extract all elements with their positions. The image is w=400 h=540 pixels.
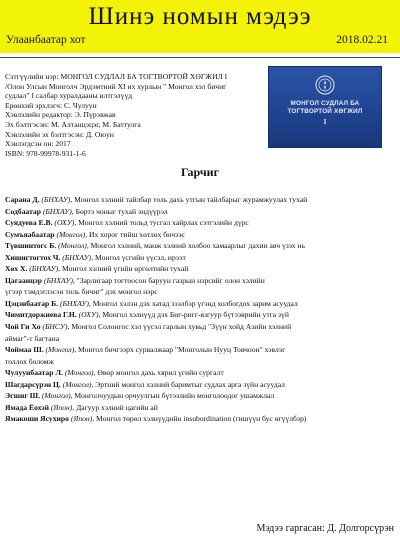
table-of-contents	[5, 194, 397, 425]
toc-author: Сарана Д.	[5, 195, 40, 204]
toc-origin: (БНХАУ)	[59, 298, 89, 308]
toc-entry	[5, 321, 397, 333]
toc-entry	[5, 286, 397, 298]
header-divider	[0, 57, 400, 58]
toc-title: , Монгол хэлэн дэх хатад зээлбэр үгэнд холбогдох зарим асуудал	[88, 298, 298, 308]
toc-entry	[5, 356, 397, 368]
toc-entry	[5, 275, 397, 287]
toc-author: Эгшиг Ш.	[5, 391, 40, 401]
toc-origin: (ОХУ)	[54, 218, 75, 228]
meta-line: Хэвлэгдсэн он: 2017	[5, 139, 71, 149]
toc-entry	[5, 379, 397, 391]
toc-entry	[5, 390, 397, 402]
toc-title: , Монгол хэлний үгийн өргөлтийн тухай	[58, 264, 189, 274]
footer-credit: Мэдээ гаргасан: Д. Долгорсүрэн	[256, 523, 394, 534]
toc-author: Чоймаа Ш.	[5, 345, 44, 355]
toc-author: Цагаанцэр	[5, 275, 43, 285]
toc-entry	[5, 333, 397, 345]
toc-title: , Монгол бичгээрх сурвалжаар "Монголын Нууц Товчоон" хэвлэг	[74, 345, 286, 355]
cover-title	[268, 100, 382, 115]
toc-author: Цэцэнбаатар Б.	[5, 298, 59, 308]
toc-title: толлох боломж	[5, 356, 54, 366]
toc-entry	[5, 194, 397, 206]
toc-origin: (БНХАУ)	[62, 252, 92, 262]
toc-author: Хишигтогтох Ч.	[5, 252, 61, 262]
toc-title: , Монгол Солонгос хэл үүсэл гарлын хувьд "Зүүн хойд Азийн хэлний	[67, 322, 292, 332]
cover-volume: I	[323, 118, 327, 126]
toc-origin: (ОХУ)	[78, 310, 99, 320]
toc-title: , Монгол үсгийн үүсэл, ирээт	[91, 252, 186, 262]
toc-author: Чой Ги Хо	[5, 322, 41, 332]
toc-author: Ямакоши Ясухиро	[5, 414, 69, 424]
toc-origin: (Япон)	[70, 414, 93, 424]
toc-title: , Монголчуудын орчуулгын бүтээлийн монголоодог ушамжлал	[70, 391, 275, 401]
toc-entry	[5, 206, 397, 218]
toc-title: , Өвөр монгол дахь хярил үгийн сургалт	[93, 368, 224, 378]
meta-line: Эх бэлтгэсэн: М. Алтанцэцэг, М. Баттулга	[5, 119, 141, 129]
toc-origin: (Япон)	[50, 402, 73, 412]
toc-title: , Монгол хэлний тайлбар толь дахь утгын тайлбарыг журамжуулах тухай	[70, 195, 308, 204]
emblem-icon	[315, 75, 335, 95]
meta-line: Сэтгүүлийн нэр: МОНГОЛ СУДЛАЛ БА ТОГТВОРТОЙ ХӨГЖИЛ I	[5, 72, 228, 81]
toc-title: , Монгол хэлнүүд дэх Биг-ригг-язгуур бүтээврийн утга зүй	[98, 310, 289, 320]
toc-entry	[5, 229, 397, 241]
toc-entry	[5, 263, 397, 275]
header-city: Улаанбаатар хот	[6, 34, 86, 46]
book-cover-image	[268, 66, 382, 148]
toc-entry	[5, 309, 397, 321]
toc-author: Түвшинтогс Б.	[5, 241, 57, 251]
toc-title: , Дагуур хэлний цагийн ай	[72, 402, 158, 412]
meta-line: Ерөнхий эрхлэгч: С. Чулуун	[5, 100, 97, 110]
toc-origin: (Монгол)	[45, 345, 75, 355]
toc-entry	[5, 252, 397, 264]
toc-entry	[5, 298, 397, 310]
toc-title: , Эртний монгол хэлний баримтыг судлах арга зүйн асуудал	[91, 379, 285, 389]
meta-line: Хэвлэлийн эх бэлтгэсэн: Д. Оюун	[5, 129, 114, 139]
meta-line: /Олон Улсын Монголч Эрдэмтний XI их хурлын " Монгол хэл бичиг	[5, 81, 227, 91]
toc-origin: (Монгол)	[56, 229, 86, 239]
meta-line: судлал" I салбар хуралдааны илтгэлүүд	[5, 91, 133, 101]
toc-author: Хөх Х.	[5, 264, 28, 274]
toc-origin: (Монгол)	[64, 368, 94, 378]
toc-origin: (БНХАУ)	[41, 195, 71, 204]
toc-origin: (БНХАУ)	[29, 264, 59, 274]
toc-title: , Монгол хэлний тольд тусгал хайрлах сэтгэлийн дүрс	[74, 218, 249, 228]
toc-author: Чулуунбаатар Л.	[5, 368, 63, 378]
toc-entry	[5, 240, 397, 252]
cover-title-line: ТОГТВОРТОЙ ХӨГЖИЛ	[287, 107, 363, 115]
header-banner	[0, 0, 400, 53]
toc-author: Суядуева Е.В.	[5, 218, 53, 228]
toc-origin: (Монгол)	[41, 391, 71, 401]
page-title: Шинэ номын мэдээ	[88, 3, 312, 30]
toc-author: Чимитдоржиева Г.Н.	[5, 310, 77, 320]
toc-title: , "Зарлигаар тогтоосон баруун газрын нэрсийг олон хэлийн	[72, 275, 265, 285]
toc-origin: (Монгол)	[62, 379, 92, 389]
meta-line: ISBN: 978-99978-931-1-6	[5, 148, 86, 158]
toc-origin: (БНСУ)	[42, 322, 68, 332]
toc-title: , Монгол хэлний, манж хэлний холбоо хамаарлыг дахин авч үзэх нь	[86, 241, 305, 251]
toc-entry	[5, 344, 397, 356]
toc-title: , Их хорог тийш хөтлөх бичээс	[85, 229, 185, 239]
toc-origin: (БНХАУ)	[42, 206, 72, 216]
toc-title: аймаг"-т багтана	[5, 333, 60, 343]
toc-title: , Монгол төрөл хэлнүүдийн insubordination (гишүүн бус өгүүлбэр)	[92, 414, 307, 424]
toc-entry	[5, 217, 397, 229]
toc-entry	[5, 367, 397, 379]
cover-title-line: МОНГОЛ СУДЛАЛ БА	[290, 100, 360, 107]
toc-author: Содбаатар	[5, 206, 41, 216]
header-date: 2018.02.21	[336, 34, 388, 46]
toc-title: үгээр тэмдэглэсэн толь бичиг" дэх монгол нэрс	[5, 287, 158, 297]
toc-origin: (БНХАУ)	[43, 275, 73, 285]
toc-title: , Бөртэ чоныг тухай эндүүрэл	[71, 206, 168, 216]
toc-author: Сумъяабаатар	[5, 229, 55, 239]
toc-heading: Гарчиг	[180, 165, 220, 179]
toc-entry	[5, 413, 397, 425]
toc-author: Ямада Ёохэй	[5, 402, 49, 412]
meta-line: Хэвлэлийн редактор: Э. Пүрэвжав	[5, 110, 116, 120]
toc-author: Шагдарсүрэн Ц.	[5, 379, 61, 389]
toc-origin: (Монгол)	[58, 241, 87, 251]
publication-metadata	[5, 72, 263, 158]
toc-entry	[5, 402, 397, 414]
